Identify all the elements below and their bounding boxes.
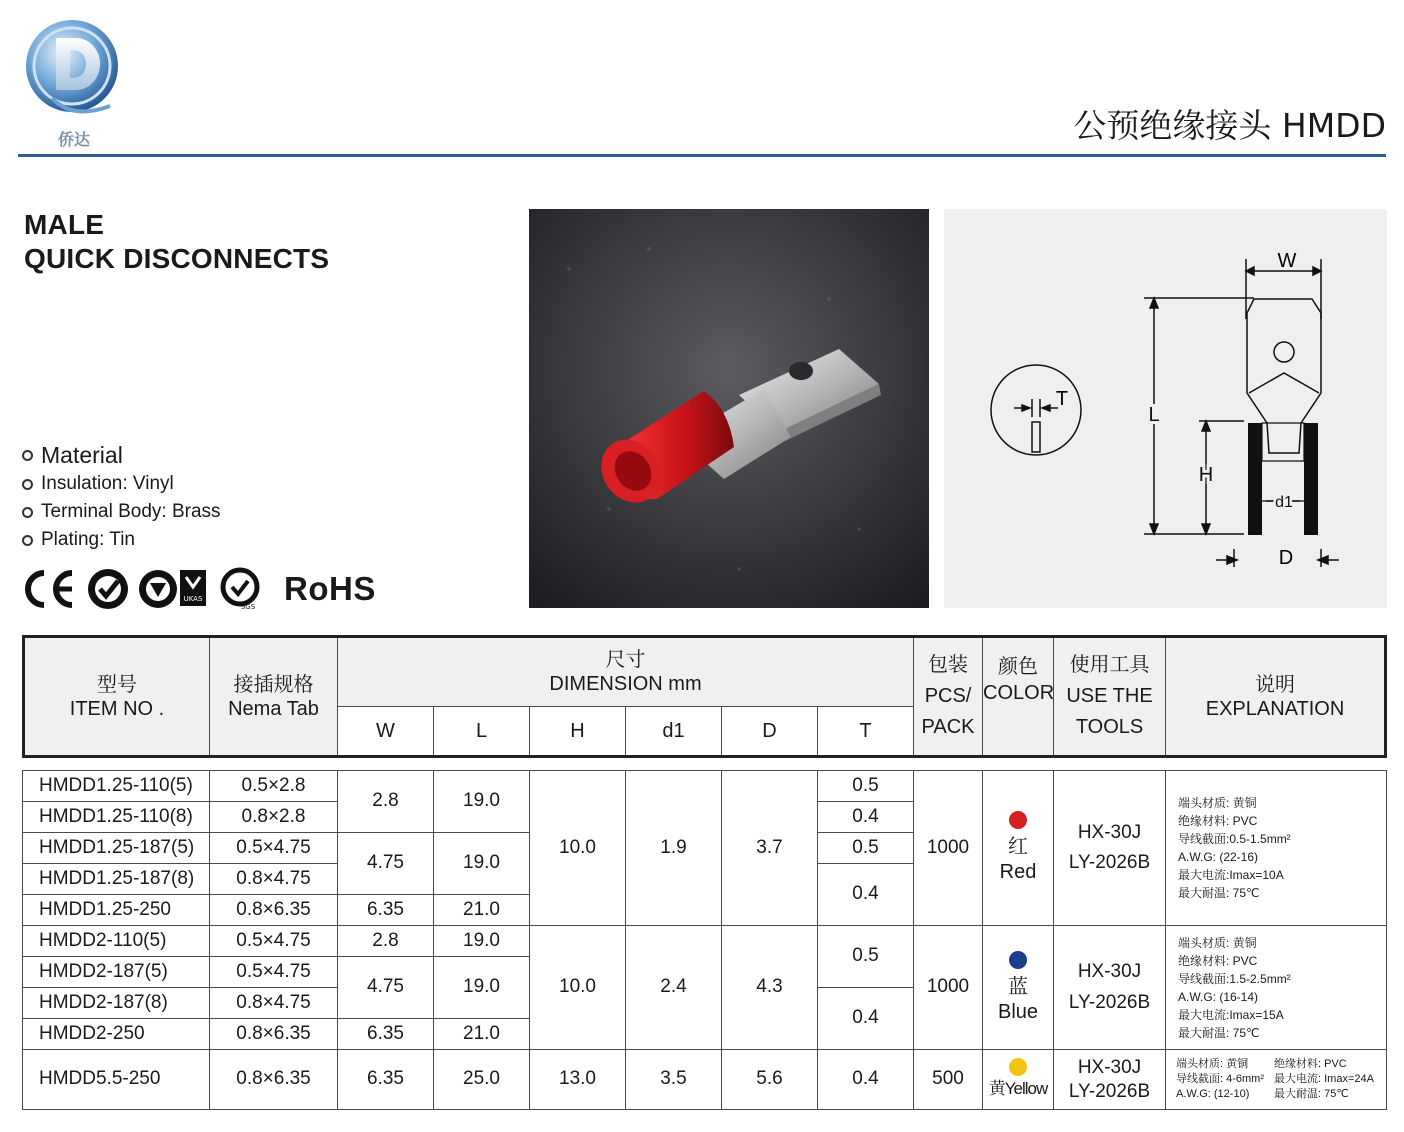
col-dimension: 尺寸 DIMENSION mm <box>338 637 914 707</box>
color-label: 黄Yellow <box>988 1079 1048 1099</box>
pack-qty: 1000 <box>914 771 983 926</box>
nema-tab: 0.8×6.35 <box>210 1019 338 1050</box>
dim-h: 10.0 <box>530 771 626 926</box>
col-d1: d1 <box>626 707 722 757</box>
dim-label-d1: d1 <box>1275 494 1293 511</box>
dim-t: 0.4 <box>818 1050 914 1110</box>
dim-label-w: W <box>1277 250 1297 272</box>
explanation: 端头材质: 黄铜 绝缘材料: PVC 导线截面:1.5-2.5mm² A.W.G: (16-14) 最大电流:Imax=15A 最大耐温: 75℃ <box>1166 926 1387 1050</box>
bullet-icon <box>22 450 33 461</box>
dim-d: 3.7 <box>722 771 818 926</box>
pack-qty: 500 <box>914 1050 983 1110</box>
dim-label-h: H <box>1198 464 1214 486</box>
dim-l: 19.0 <box>434 957 530 1019</box>
nema-tab: 0.8×2.8 <box>210 802 338 833</box>
header-divider <box>18 154 1386 157</box>
col-t: T <box>818 707 914 757</box>
material-specs <box>22 440 221 554</box>
col-h: H <box>530 707 626 757</box>
dim-label-l: L <box>1148 404 1160 426</box>
dim-w: 6.35 <box>338 1050 434 1110</box>
nema-tab: 0.8×4.75 <box>210 864 338 895</box>
yellow-dot-icon <box>1009 1058 1027 1076</box>
pack-qty: 1000 <box>914 926 983 1050</box>
table-row <box>23 926 1387 957</box>
dim-t: 0.4 <box>818 988 914 1050</box>
company-logo <box>22 14 122 152</box>
nema-tab: 0.5×4.75 <box>210 833 338 864</box>
nema-tab: 0.5×4.75 <box>210 957 338 988</box>
product-heading <box>24 208 329 276</box>
dim-w: 2.8 <box>338 771 434 833</box>
sgs-badge-icon <box>216 567 264 611</box>
table-row <box>23 771 1387 802</box>
item-no: HMDD1.25-187(8) <box>23 864 210 895</box>
color-cn: 红 <box>1008 836 1028 859</box>
nema-tab: 0.8×6.35 <box>210 1050 338 1110</box>
spec-body: Terminal Body: Brass <box>41 501 221 522</box>
item-no: HMDD2-187(8) <box>23 988 210 1019</box>
dim-t: 0.4 <box>818 802 914 833</box>
quality-badge-icon <box>86 567 130 611</box>
dim-w: 2.8 <box>338 926 434 957</box>
table-row <box>23 1050 1387 1110</box>
dim-label-d: D <box>1278 547 1294 569</box>
red-dot-icon <box>1009 811 1027 829</box>
dim-d: 4.3 <box>722 926 818 1050</box>
col-l: L <box>434 707 530 757</box>
color-cell <box>983 771 1054 926</box>
ukas-text: UKAS <box>183 595 203 603</box>
blue-dot-icon <box>1009 951 1027 969</box>
item-no: HMDD2-187(5) <box>23 957 210 988</box>
nema-tab: 0.5×4.75 <box>210 926 338 957</box>
bullet-icon <box>22 535 33 546</box>
spec-heading: Material <box>41 441 123 468</box>
dim-label-t: T <box>1055 388 1069 410</box>
spec-plating: Plating: Tin <box>41 529 135 550</box>
spec-table-body <box>22 770 1387 1110</box>
dim-w: 6.35 <box>338 1019 434 1050</box>
col-w: W <box>338 707 434 757</box>
sgs-text: SGS <box>240 603 256 611</box>
color-en: Blue <box>997 1000 1039 1023</box>
col-explanation: 说明 EXPLANATION <box>1166 637 1386 757</box>
col-d: D <box>722 707 818 757</box>
product-heading-line1: MALE <box>24 209 105 240</box>
dim-w: 4.75 <box>338 833 434 895</box>
dim-w: 6.35 <box>338 895 434 926</box>
col-color: 颜色 COLOR <box>983 637 1054 757</box>
color-cn: 蓝 <box>1008 975 1028 998</box>
spec-insulation: Insulation: Vinyl <box>41 473 174 494</box>
page-title: 公预绝缘接头 HMDD <box>1073 106 1386 145</box>
dim-t: 0.5 <box>818 833 914 864</box>
color-cell <box>983 1050 1054 1110</box>
col-nema: 接插规格 Nema Tab <box>210 637 338 757</box>
nema-tab: 0.8×4.75 <box>210 988 338 1019</box>
ce-mark-icon <box>22 569 78 609</box>
spec-table-header <box>22 635 1387 758</box>
tools: HX-30J LY-2026B <box>1054 926 1166 1050</box>
product-heading-line2: QUICK DISCONNECTS <box>24 243 330 274</box>
item-no: HMDD5.5-250 <box>23 1050 210 1110</box>
certification-marks <box>22 566 376 612</box>
tools: HX-30J LY-2026B <box>1054 771 1166 926</box>
item-no: HMDD1.25-187(5) <box>23 833 210 864</box>
dim-l: 25.0 <box>434 1050 530 1110</box>
color-cell <box>983 926 1054 1050</box>
dim-d: 5.6 <box>722 1050 818 1110</box>
dim-l: 21.0 <box>434 895 530 926</box>
explanation: 端头材质: 黄铜 绝缘材料: PVC 导线截面: 4-6mm² 最大电流: Imax=24A A.W.G: (12-10) 最大耐温: 75℃ <box>1166 1050 1387 1110</box>
dimension-drawing <box>944 209 1387 608</box>
item-no: HMDD1.25-110(8) <box>23 802 210 833</box>
dim-h: 10.0 <box>530 926 626 1050</box>
dim-l: 19.0 <box>434 833 530 895</box>
item-no: HMDD1.25-110(5) <box>23 771 210 802</box>
product-photo <box>529 209 929 608</box>
iso-ukas-icon <box>138 567 208 611</box>
item-no: HMDD2-250 <box>23 1019 210 1050</box>
dim-l: 19.0 <box>434 926 530 957</box>
nema-tab: 0.5×2.8 <box>210 771 338 802</box>
bullet-icon <box>22 507 33 518</box>
col-pack: 包装 PCS/ PACK <box>914 637 983 757</box>
tools: HX-30J LY-2026B <box>1054 1050 1166 1110</box>
dim-d1: 3.5 <box>626 1050 722 1110</box>
color-en: Red <box>999 861 1037 883</box>
dim-t: 0.5 <box>818 926 914 988</box>
item-no: HMDD1.25-250 <box>23 895 210 926</box>
logo-text: 侨达 <box>57 130 91 149</box>
dim-h: 13.0 <box>530 1050 626 1110</box>
explanation: 端头材质: 黄铜 绝缘材料: PVC 导线截面:0.5-1.5mm² A.W.G: (22-16) 最大电流:Imax=10A 最大耐温: 75℃ <box>1166 771 1387 926</box>
col-item: 型号 ITEM NO . <box>24 637 210 757</box>
col-tools: 使用工具 USE THE TOOLS <box>1054 637 1166 757</box>
dim-l: 21.0 <box>434 1019 530 1050</box>
bullet-icon <box>22 479 33 490</box>
nema-tab: 0.8×6.35 <box>210 895 338 926</box>
rohs-mark: RoHS <box>284 570 376 607</box>
dim-w: 4.75 <box>338 957 434 1019</box>
dim-t: 0.4 <box>818 864 914 926</box>
item-no: HMDD2-110(5) <box>23 926 210 957</box>
dim-d1: 2.4 <box>626 926 722 1050</box>
dim-t: 0.5 <box>818 771 914 802</box>
dim-l: 19.0 <box>434 771 530 833</box>
dim-d1: 1.9 <box>626 771 722 926</box>
